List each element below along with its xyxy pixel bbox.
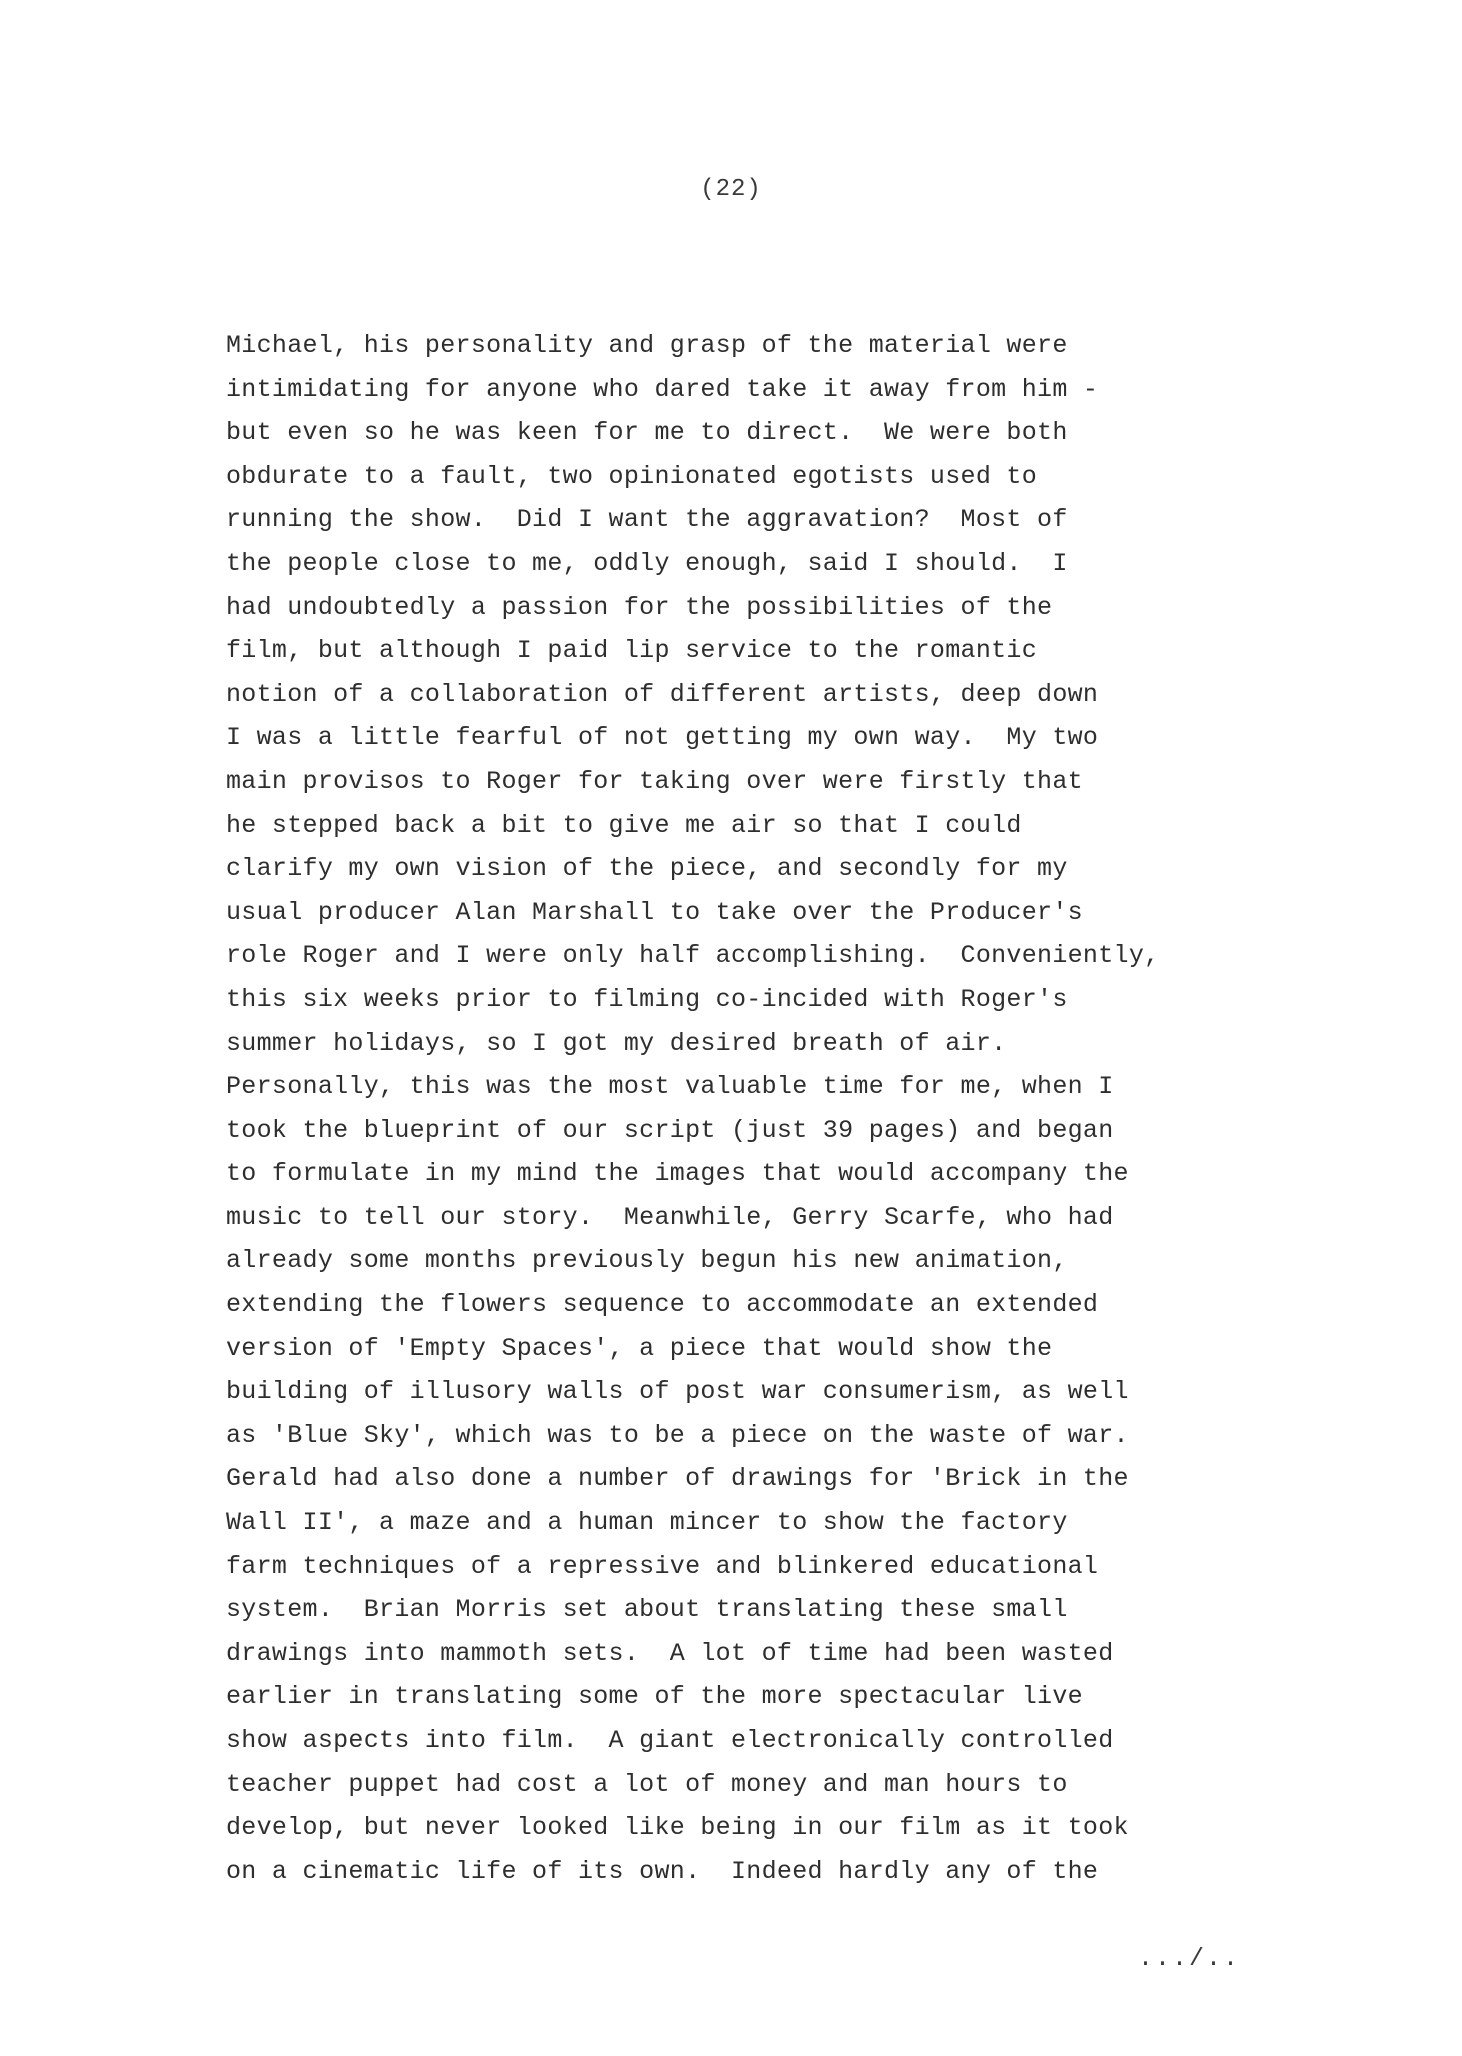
text-line: to formulate in my mind the images that would accompany the: [226, 1159, 1129, 1189]
text-line: role Roger and I were only half accomplishing. Conveniently,: [226, 941, 1160, 971]
text-line: as 'Blue Sky', which was to be a piece on the waste of war.: [226, 1420, 1129, 1450]
text-line: but even so he was keen for me to direct. We were both: [226, 418, 1068, 448]
body-text: [226, 324, 1346, 1893]
text-line: music to tell our story. Meanwhile, Gerry Scarfe, who had: [226, 1202, 1114, 1232]
text-line: clarify my own vision of the piece, and secondly for my: [226, 854, 1068, 884]
text-line: already some months previously begun his new animation,: [226, 1246, 1068, 1276]
text-line: earlier in translating some of the more spectacular live: [226, 1682, 1083, 1712]
text-line: obdurate to a fault, two opinionated egotists used to: [226, 461, 1038, 491]
text-line: he stepped back a bit to give me air so that I could: [226, 810, 1022, 840]
text-line: intimidating for anyone who dared take it away from him -: [226, 374, 1099, 404]
page-number: (22): [700, 176, 762, 203]
text-line: system. Brian Morris set about translating these small: [226, 1595, 1068, 1625]
text-line: Wall II', a maze and a human mincer to show the factory: [226, 1508, 1068, 1538]
text-line: I was a little fearful of not getting my own way. My two: [226, 723, 1099, 753]
text-line: on a cinematic life of its own. Indeed hardly any of the: [226, 1856, 1099, 1886]
text-line: version of 'Empty Spaces', a piece that would show the: [226, 1333, 1053, 1363]
text-line: film, but although I paid lip service to the romantic: [226, 636, 1038, 666]
text-line: teacher puppet had cost a lot of money and man hours to: [226, 1769, 1068, 1799]
text-line: building of illusory walls of post war consumerism, as well: [226, 1377, 1129, 1407]
text-line: main provisos to Roger for taking over were firstly that: [226, 766, 1083, 796]
text-line: notion of a collaboration of different artists, deep down: [226, 679, 1099, 709]
text-line: had undoubtedly a passion for the possibilities of the: [226, 592, 1053, 622]
text-line: running the show. Did I want the aggravation? Most of: [226, 505, 1068, 535]
text-line: Gerald had also done a number of drawings for 'Brick in the: [226, 1464, 1129, 1494]
text-line: develop, but never looked like being in our film as it took: [226, 1813, 1129, 1843]
text-line: drawings into mammoth sets. A lot of time had been wasted: [226, 1638, 1114, 1668]
continuation-mark: .../..: [1138, 1944, 1241, 1973]
text-line: show aspects into film. A giant electronically controlled: [226, 1726, 1114, 1755]
text-line: Personally, this was the most valuable time for me, when I: [226, 1072, 1114, 1102]
text-line: Michael, his personality and grasp of the material were: [226, 331, 1068, 360]
text-line: farm techniques of a repressive and blinkered educational: [226, 1551, 1099, 1581]
text-line: the people close to me, oddly enough, said I should. I: [226, 548, 1068, 578]
text-line: this six weeks prior to filming co-incided with Roger's: [226, 984, 1068, 1014]
text-line: extending the flowers sequence to accommodate an extended: [226, 1290, 1099, 1320]
text-line: took the blueprint of our script (just 39 pages) and began: [226, 1115, 1114, 1145]
text-line: usual producer Alan Marshall to take over the Producer's: [226, 897, 1083, 927]
text-line: summer holidays, so I got my desired breath of air.: [226, 1028, 1007, 1058]
